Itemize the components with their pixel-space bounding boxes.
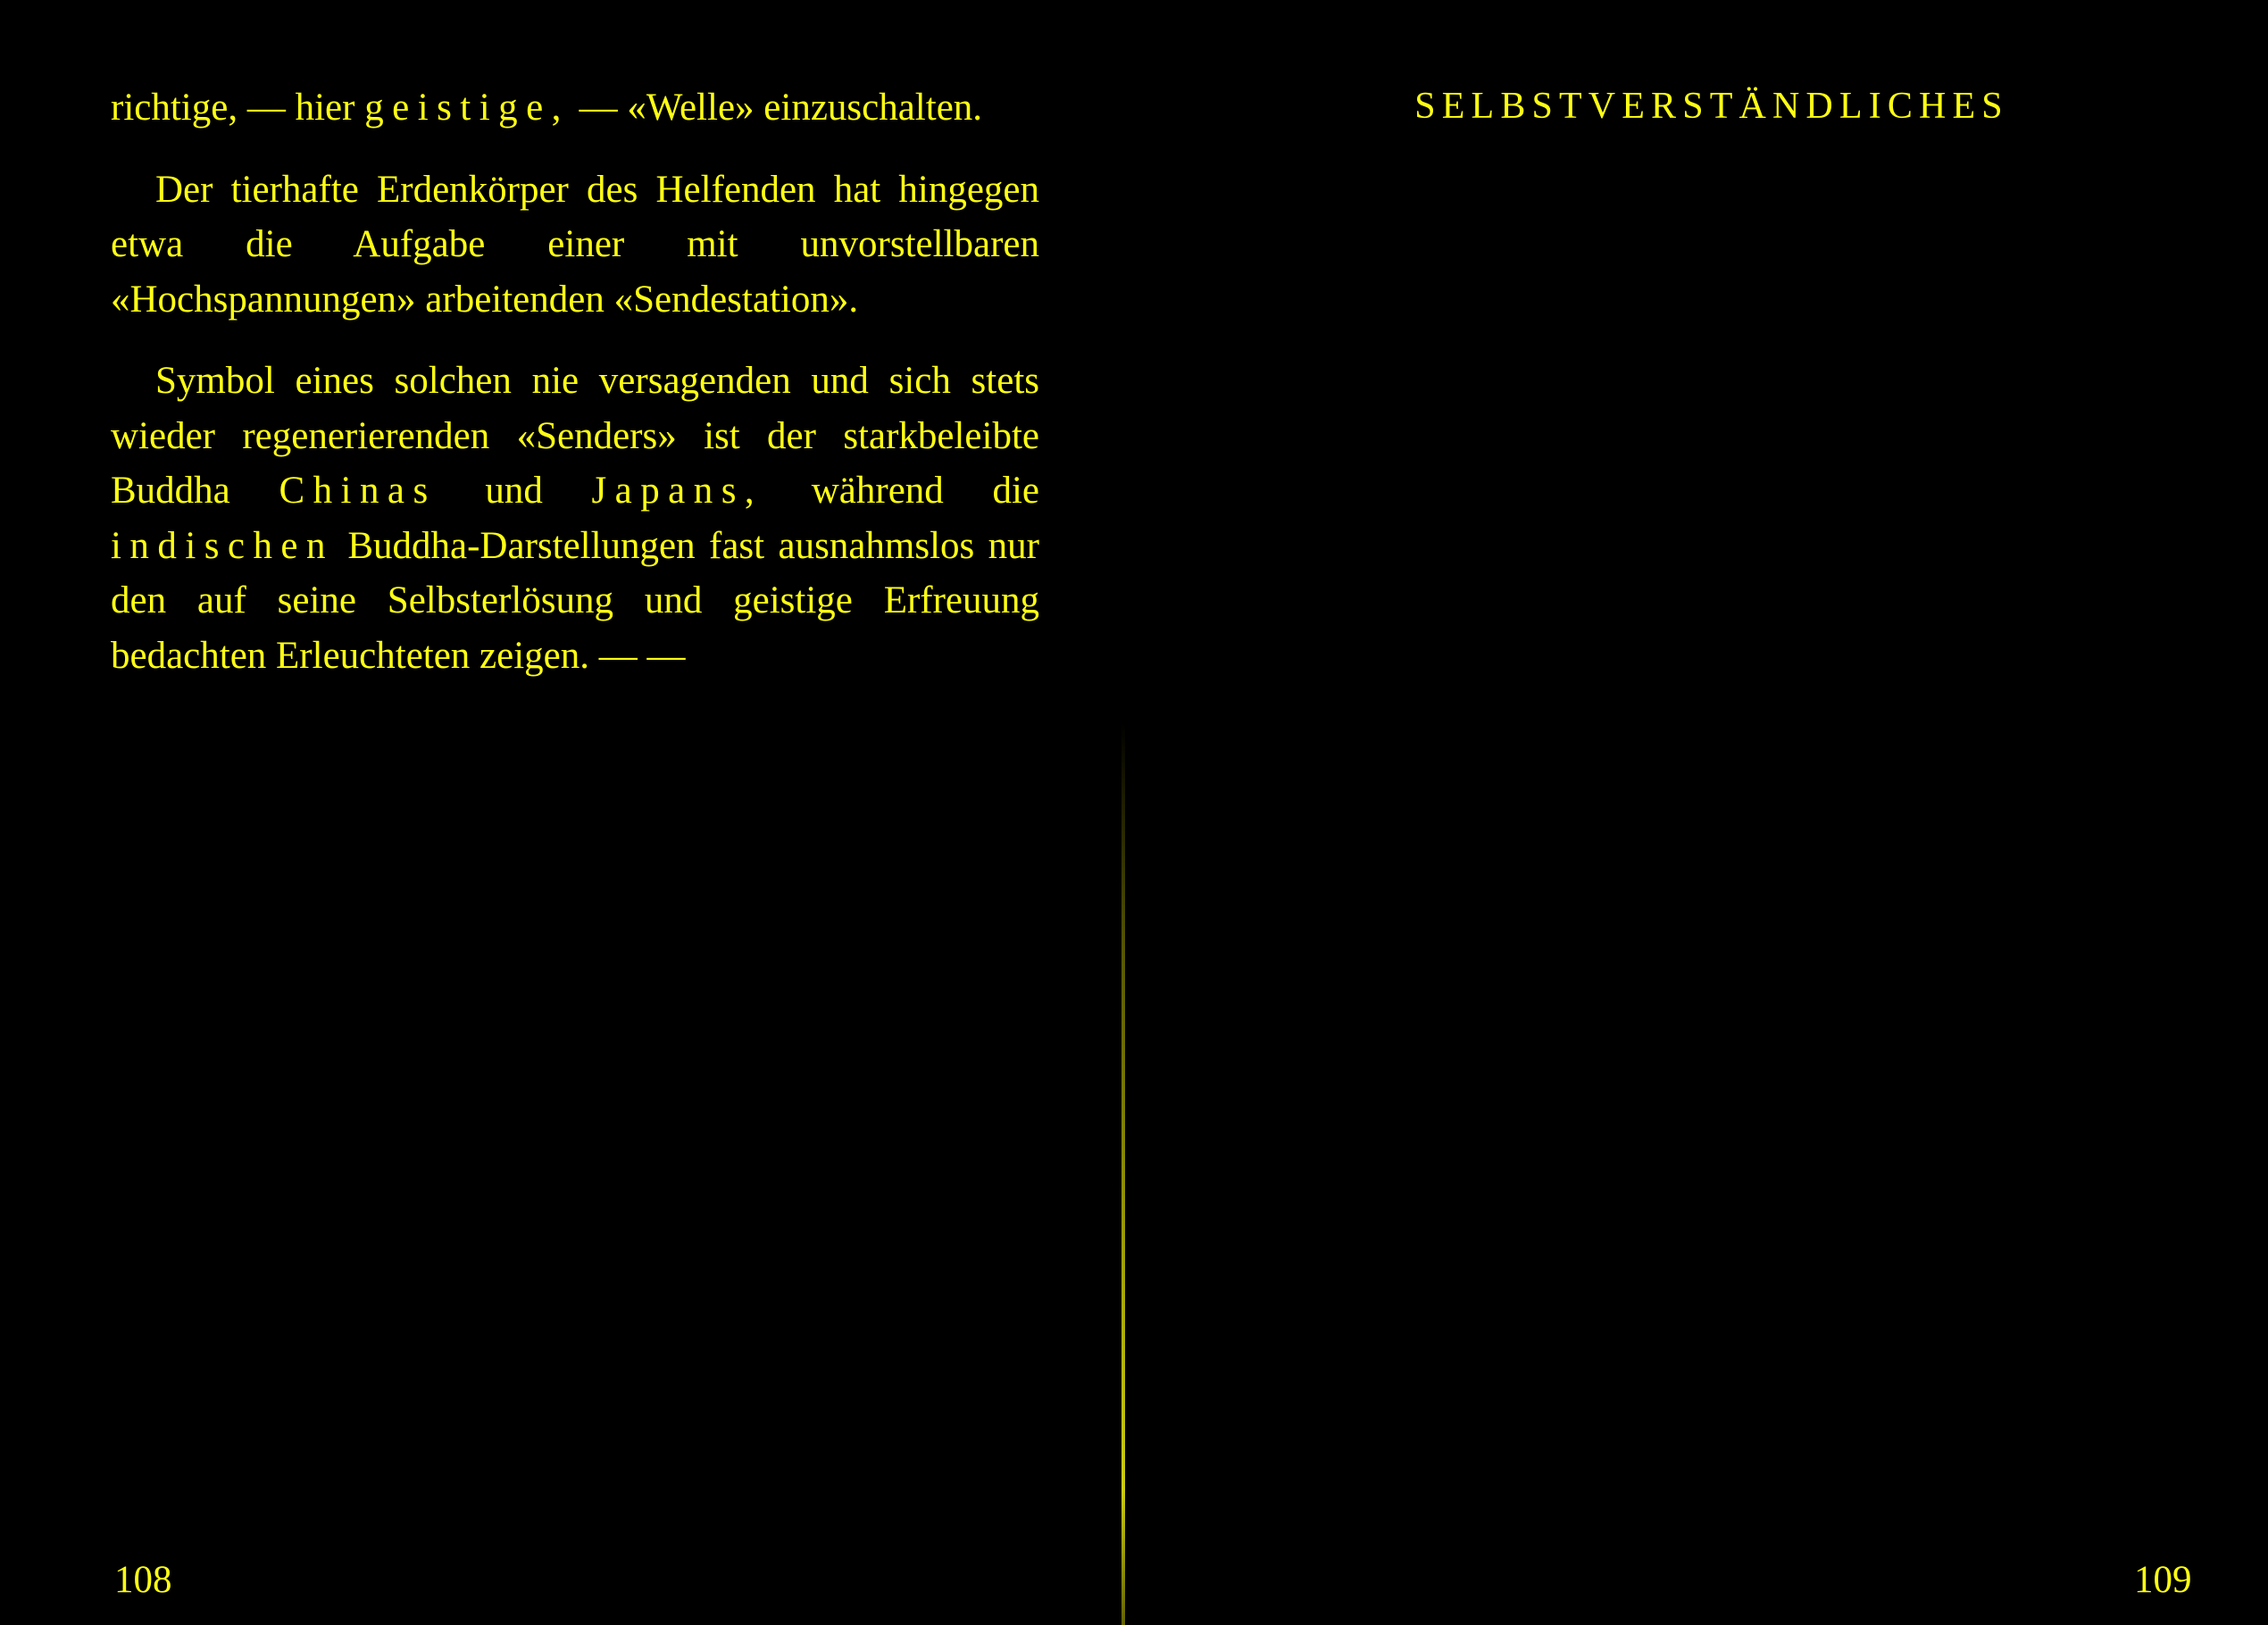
spaced-emphasis: Saatkorn: [1787, 1090, 1991, 1132]
left-page: [0, 0, 1107, 1625]
drop-cap: W: [1252, 474, 1347, 585]
page-number: 109: [2134, 1559, 2192, 1601]
spaced-emphasis: Selbstbemitleidung,: [1252, 1367, 1719, 1409]
gutter-shadow: [1121, 723, 1125, 1625]
body-paragraph: Der tierhafte Erdenkörper des Helfenden hat hingegen etwa die Aufgabe einer mit unvorstellbaren «Hochspannungen» arbeitenden «Sendestation».: [111, 168, 1039, 321]
paragraph-text: ER die Form geringschätzen zu dürfen glaubt, ist noch himmelweit von dem Wege entfernt, auf dem er dereinst — sei es im nachirdischen oder gar schon im gegenwärtigen Leben — in den Geist gelangen könnte! Auch wenn der vermeintlich über die Form Erhabene alle meine Schriften Satz für Satz auswendig weiß und sich gerne meiner Sprachweise zu bedienen pflegt.: [1252, 484, 2198, 855]
spaced-emphasis: Wehleidigkeit: [1747, 1312, 2072, 1354]
body-paragraph: Jedes öffentlich ausgesprochene Wort ist ein Saatkorn aus dem eine mehr oder minder reiche Ernte gleicher Art heranreift, und für diese Ernte hat allein der Mensch vor der Ewigkeit einzustehen, der das Saatkorn ausgeworfen hatte.: [1252, 925, 2198, 1188]
body-paragraph: Als durchaus nicht selbstverständlich empfinde ich jedoch eine gewisse Wehleidigkeit und Selbstbemitleidung, die manchen der an mich gelangten Zuschriften ein kurioses Gepräge: [1252, 1257, 2198, 1464]
spaced-emphasis: nicht: [1538, 1257, 1657, 1299]
spaced-emphasis: Geist: [1784, 648, 1908, 691]
body-paragraph: [1252, 474, 2198, 862]
spaced-emphasis: Form: [1490, 484, 1608, 526]
left-page-body: [111, 80, 1039, 683]
spaced-emphasis: indischen: [111, 524, 334, 567]
spaced-emphasis: Chinas: [279, 470, 437, 512]
page-number: 108: [114, 1559, 172, 1601]
book-gutter: [1107, 0, 1152, 1625]
body-paragraph: richtige, — hier geistige, — «Welle» einzuschalten.: [111, 87, 983, 129]
right-page-body: [1252, 474, 2198, 1471]
spaced-emphasis: geistige,: [364, 87, 570, 129]
chapter-title: SELBSTVERSTÄNDLICHES: [1414, 86, 2009, 127]
spaced-emphasis: der: [1919, 1035, 1994, 1078]
body-paragraph: Symbol eines solchen nie versagenden und sich stets wieder regenerierenden «Senders» ist der starkbeleibte Buddha Chinas und Japans, während die indischen Buddha-Darstellungen fast ausnahmslos nur den auf seine Selbsterlösung und geistige Erfreuung bedachten Erleuchteten zeigen. — —: [111, 360, 1039, 677]
spaced-emphasis: Japans,: [591, 470, 763, 512]
